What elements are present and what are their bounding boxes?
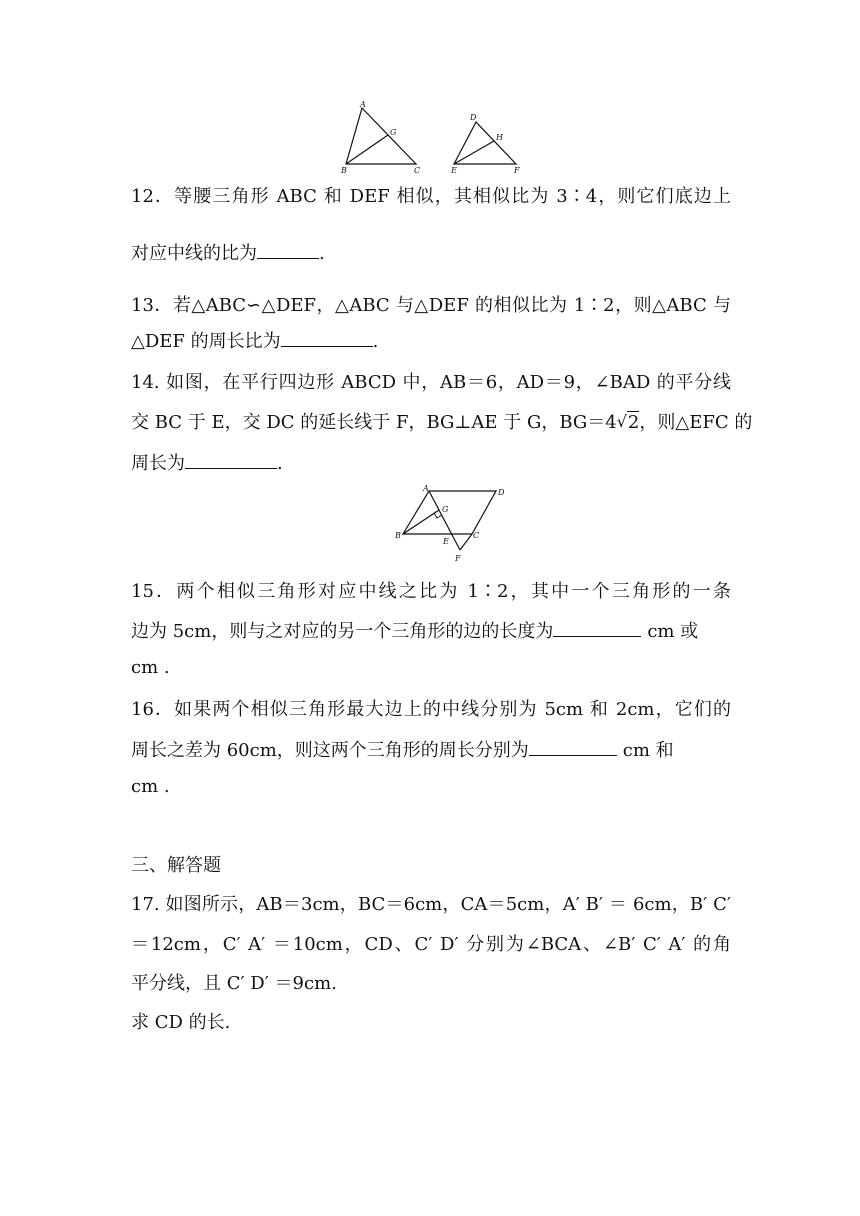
label-g: G bbox=[442, 505, 449, 514]
triangle-abc bbox=[346, 108, 416, 164]
q14-period: . bbox=[277, 453, 283, 474]
parallelogram-abcd bbox=[403, 491, 496, 534]
q15-unit: cm 或 bbox=[647, 621, 699, 642]
label-e: E bbox=[451, 166, 457, 175]
q13-line1: 13．若△ABC∽△DEF，△ABC 与△DEF 的相似比为 1∶2，则△ABC 与 bbox=[131, 295, 731, 316]
q14-line2 bbox=[131, 410, 753, 435]
q17-line3: 平分线，且 C′ D′ ＝9cm. bbox=[131, 973, 337, 994]
q16-line3: cm . bbox=[131, 776, 170, 797]
label-a: A bbox=[360, 100, 366, 109]
q16-line1: 16．如果两个相似三角形最大边上的中线分别为 5cm 和 2cm，它们的 bbox=[131, 699, 731, 720]
q17-line4: 求 CD 的长. bbox=[131, 1012, 231, 1033]
label-c: C bbox=[473, 531, 480, 540]
label-g: G bbox=[390, 128, 397, 137]
parallelogram-svg bbox=[392, 484, 514, 566]
q13-line2-text: △DEF 的周长比为 bbox=[131, 331, 281, 352]
q15-line3: cm . bbox=[131, 657, 170, 678]
triangles-svg bbox=[336, 100, 526, 176]
q15-line1: 15．两个相似三角形对应中线之比为 1∶2，其中一个三角形的一条 bbox=[131, 581, 731, 602]
section-heading: 三、解答题 bbox=[131, 855, 221, 876]
label-b: B bbox=[341, 166, 347, 175]
q14-line2-text: 交 BC 于 E，交 DC 的延长线于 F，BG⊥AE 于 G，BG＝4 bbox=[131, 412, 617, 433]
q14-line3-text: 周长为 bbox=[131, 453, 185, 474]
q16-line2-text: 周长之差为 60cm，则这两个三角形的周长分别为 bbox=[131, 740, 529, 761]
label-d: D bbox=[498, 488, 505, 497]
q15-line2-text: 边为 5cm，则与之对应的另一个三角形的边的长度为 bbox=[131, 621, 554, 642]
q12-period: . bbox=[319, 243, 325, 264]
q14-answer-blank bbox=[185, 450, 277, 469]
q12-line2-text: 对应中线的比为 bbox=[131, 243, 257, 264]
q13-answer-blank bbox=[281, 328, 373, 347]
triangle-def bbox=[454, 122, 516, 164]
segment-bg bbox=[403, 510, 439, 534]
label-b: B bbox=[395, 531, 401, 540]
q16-unit: cm 和 bbox=[622, 740, 674, 761]
label-f: F bbox=[455, 554, 461, 563]
q12-line2 bbox=[131, 240, 731, 266]
q14-line1: 14. 如图，在平行四边形 ABCD 中，AB＝6，AD＝9，∠BAD 的平分线 bbox=[131, 372, 731, 393]
label-c: C bbox=[414, 166, 421, 175]
segment-cf bbox=[460, 534, 472, 550]
q17-line2: ＝12cm，C′ A′ ＝10cm，CD、C′ D′ 分别为∠BCA、∠B′ C′ A′ 的角 bbox=[131, 934, 731, 955]
label-e: E bbox=[443, 537, 449, 546]
q16-answer-blank bbox=[529, 737, 617, 756]
q17-line1: 17. 如图所示，AB＝3cm，BC＝6cm，CA＝5cm，A′ B′ ＝ 6cm，B′ C′ bbox=[131, 894, 731, 915]
q13-line2 bbox=[131, 328, 731, 354]
q15-answer-blank bbox=[553, 618, 641, 637]
label-d: D bbox=[470, 113, 477, 122]
q12-answer-blank bbox=[257, 240, 319, 259]
figure-parallelogram bbox=[392, 484, 514, 566]
q13-period: . bbox=[372, 331, 379, 352]
q16-line2 bbox=[131, 737, 731, 763]
figure-similar-triangles bbox=[336, 100, 526, 176]
label-a: A bbox=[423, 484, 429, 493]
segment-bg bbox=[346, 135, 388, 164]
q14-line2-tail: ，则△EFC 的 bbox=[639, 412, 753, 433]
sqrt-sign: √ bbox=[616, 412, 627, 431]
sqrt-radicand: 2 bbox=[627, 412, 640, 433]
q14-line3 bbox=[131, 450, 731, 476]
q12-line1: 12．等腰三角形 ABC 和 DEF 相似，其相似比为 3∶4，则它们底边上 bbox=[131, 186, 731, 207]
q15-line2 bbox=[131, 618, 731, 644]
label-h: H bbox=[496, 133, 503, 142]
label-f: F bbox=[514, 166, 520, 175]
